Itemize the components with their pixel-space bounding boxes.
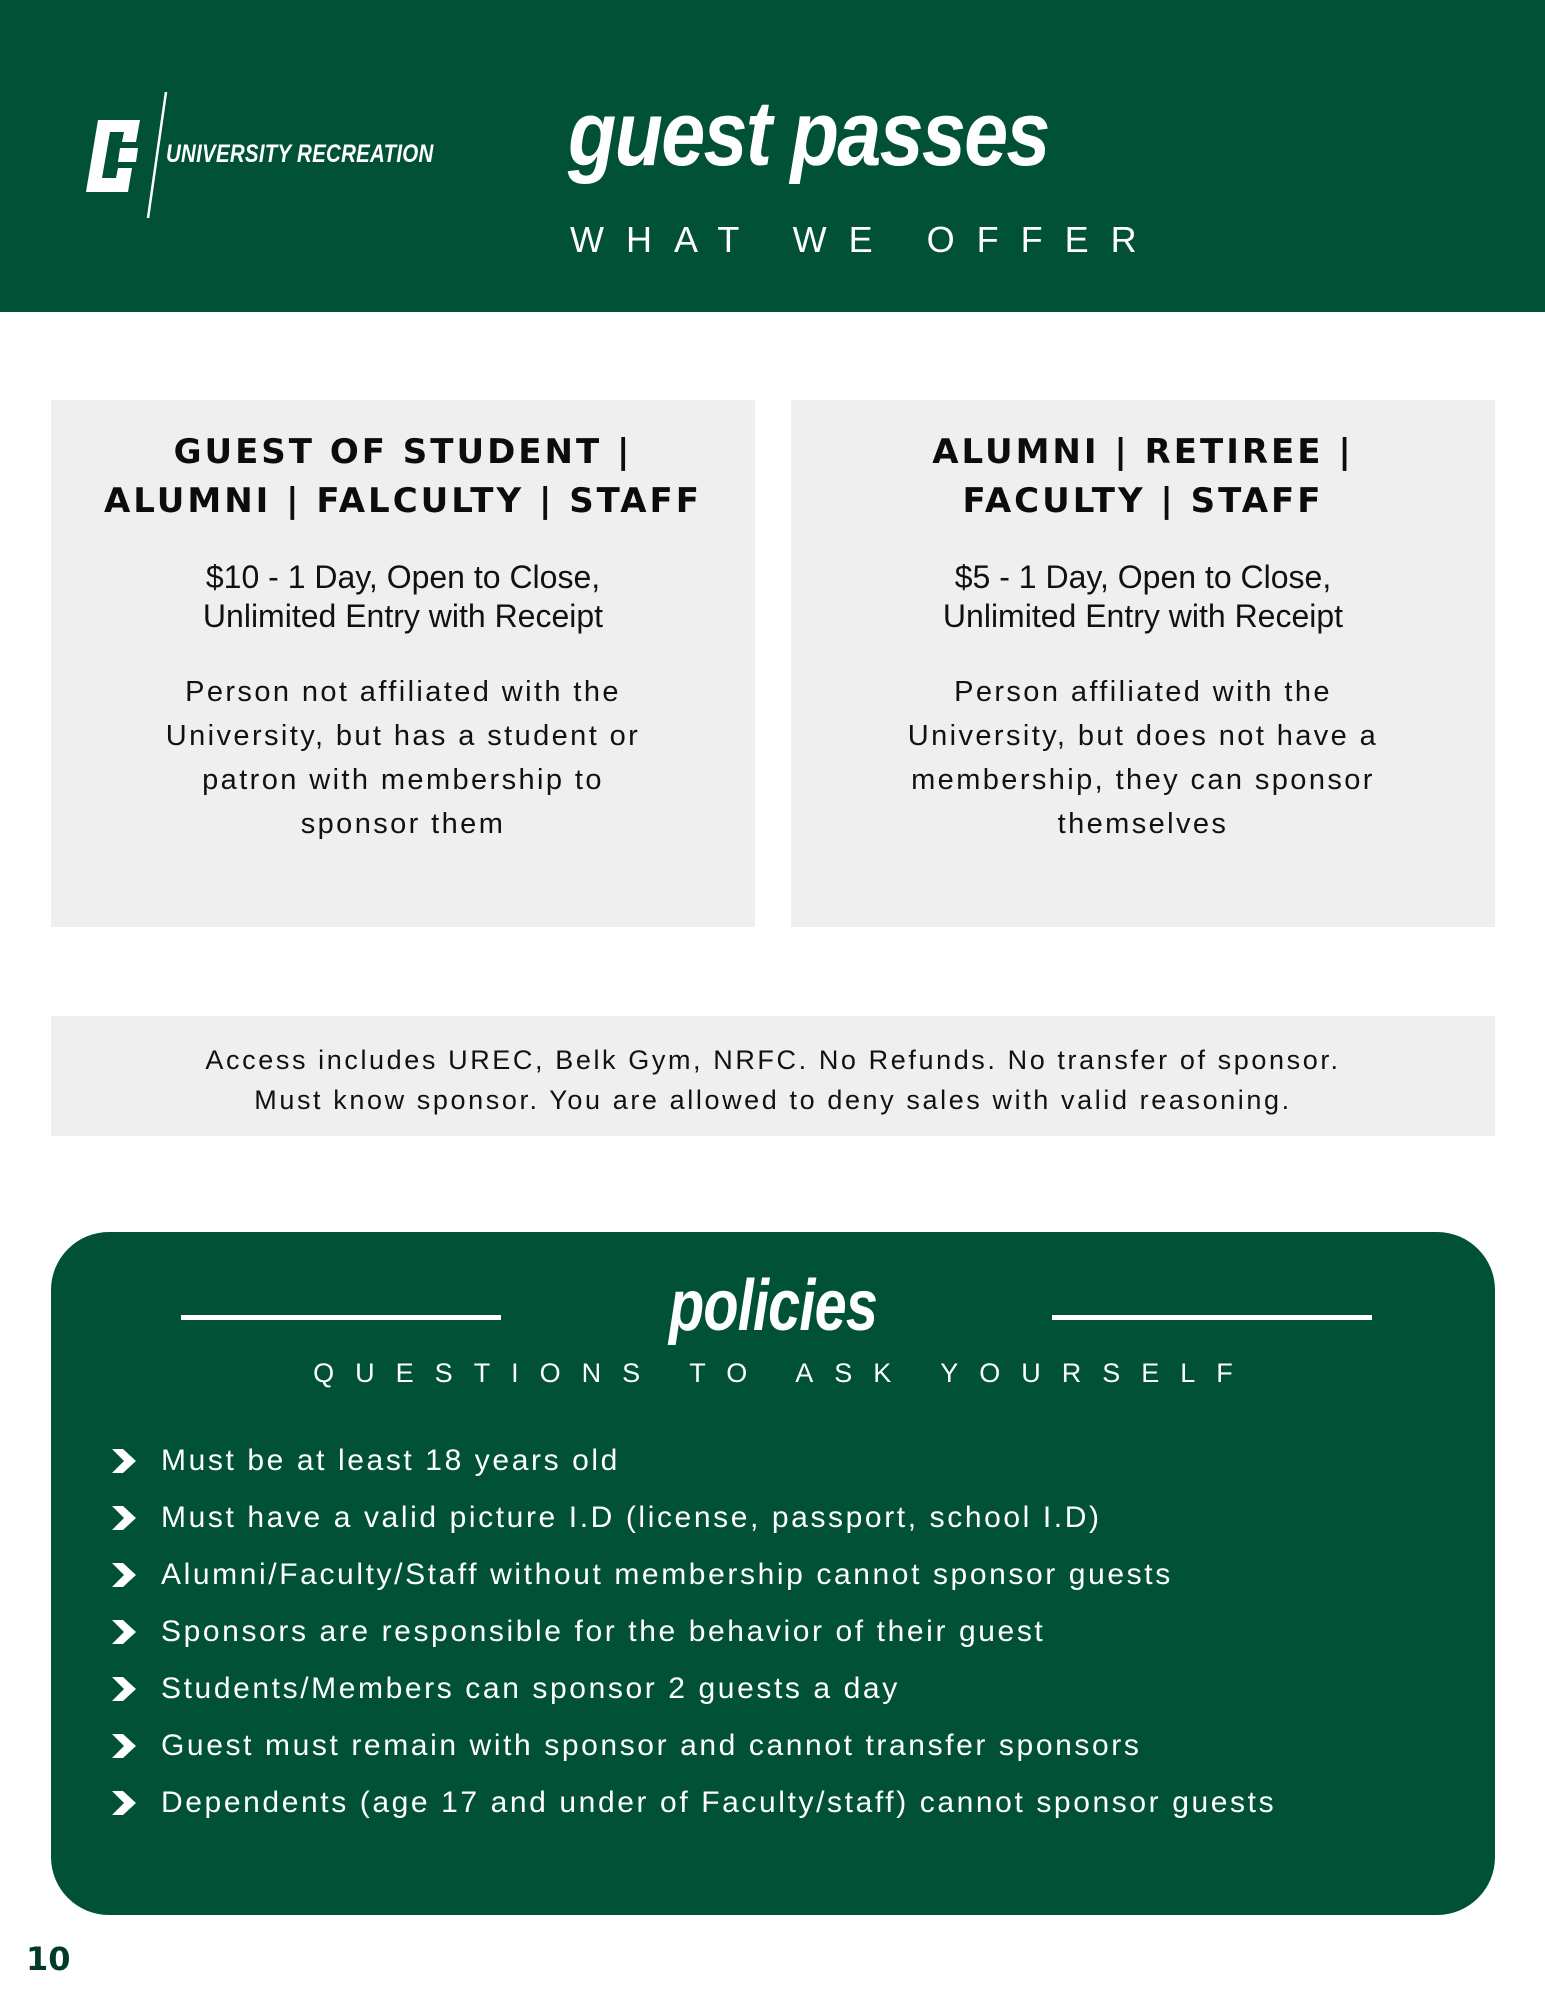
chevron-right-icon [109,1503,139,1533]
card-heading-line: GUEST OF STUDENT | [173,432,633,472]
chevron-right-icon [109,1788,139,1818]
alumni-retiree-card [791,400,1495,927]
card-description-line: themselves [1057,808,1229,840]
policy-text: Must have a valid picture I.D (license, passport, school I.D) [161,1500,1102,1534]
card-price [791,558,1495,636]
card-price-line: Unlimited Entry with Receipt [202,598,604,634]
policy-text: Students/Members can sponsor 2 guests a day [161,1671,900,1705]
chevron-right-icon [109,1674,139,1704]
card-description-line: Person affiliated with the [954,676,1332,708]
chevron-right-icon [109,1560,139,1590]
chevron-right-icon [109,1731,139,1761]
policy-text: Sponsors are responsible for the behavior of their guest [161,1614,1046,1648]
policies-panel [51,1232,1495,1915]
notice-line: Access includes UREC, Belk Gym, NRFC. No Refunds. No transfer of sponsor. [205,1045,1341,1075]
card-description-line: sponsor them [300,808,506,840]
access-notice [51,1016,1495,1136]
chevron-right-icon [109,1617,139,1647]
card-heading [51,428,755,526]
policy-item [109,1432,1276,1489]
card-price [51,558,755,636]
policy-text: Alumni/Faculty/Staff without membership cannot sponsor guests [161,1557,1173,1591]
policy-text: Must be at least 18 years old [161,1443,620,1477]
card-price-line: Unlimited Entry with Receipt [942,598,1344,634]
page-subtitle: WHAT WE OFFER [570,219,1159,260]
card-description-line: patron with membership to [202,764,604,796]
policies-subtitle: QUESTIONS TO ASK YOURSELF [313,1358,1254,1388]
logo-text: UNIVERSITY RECREATION [166,140,434,168]
policy-item [109,1546,1276,1603]
policy-item [109,1489,1276,1546]
card-description-line: University, but has a student or [165,720,641,752]
policy-text: Guest must remain with sponsor and cannot transfer sponsors [161,1728,1142,1762]
university-recreation-logo [84,90,444,220]
policies-title-text: policies [668,1266,878,1346]
policies-list [109,1432,1276,1831]
card-heading-line: ALUMNI | FALCULTY | STAFF [103,481,702,521]
card-price-line: $10 - 1 Day, Open to Close, [205,559,601,595]
policy-item [109,1717,1276,1774]
chevron-right-icon [109,1446,139,1476]
card-heading [791,428,1495,526]
guest-of-student-card [51,400,755,927]
card-description-line: membership, they can sponsor [911,764,1375,796]
page-title: guest passes [568,83,1049,185]
notice-line: Must know sponsor. You are allowed to deny sales with valid reasoning. [254,1085,1292,1115]
page-number: 10 [26,1940,71,1978]
card-description-line: Person not affiliated with the [185,676,621,708]
policies-title [51,1266,1495,1346]
policy-text: Dependents (age 17 and under of Faculty/staff) cannot sponsor guests [161,1785,1277,1819]
header-banner [0,0,1545,312]
policy-item [109,1774,1276,1831]
card-heading-line: ALUMNI | RETIREE | [932,432,1354,472]
card-description [791,670,1495,846]
c-logo-icon [84,118,142,194]
policy-item [109,1603,1276,1660]
policy-item [109,1660,1276,1717]
card-description-line: University, but does not have a [907,720,1379,752]
card-price-line: $5 - 1 Day, Open to Close, [954,559,1332,595]
card-heading-line: FACULTY | STAFF [962,481,1324,521]
card-description [51,670,755,846]
